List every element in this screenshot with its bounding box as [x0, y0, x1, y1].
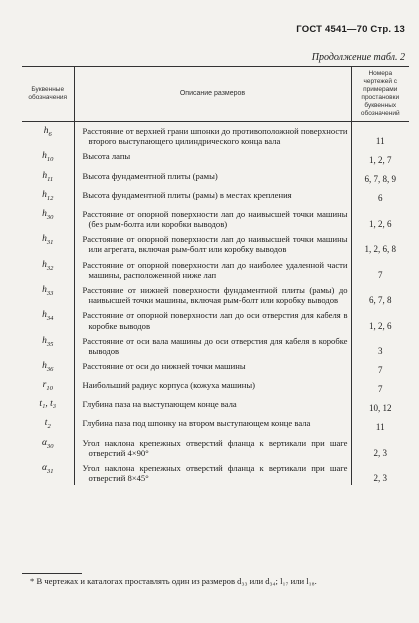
- footnote-rule: [22, 573, 82, 574]
- description-text: Глубина паза под шпонку на втором выступающем конце вала: [82, 418, 311, 429]
- symbol-letter: α: [42, 462, 47, 473]
- symbol-letter: h: [42, 151, 47, 162]
- description-text: Расстояние от опорной поверхности лап до наивысшей точки машины (без рым-болта или коробки выводов): [82, 208, 348, 229]
- description-cell: [74, 206, 351, 231]
- drawing-numbers-cell: 11: [375, 422, 385, 433]
- symbol-letter: r: [42, 380, 47, 391]
- table-row: [22, 396, 409, 415]
- table-row: [22, 377, 409, 396]
- footnote: [22, 576, 402, 587]
- symbol-letter: h: [43, 126, 49, 136]
- symbol-subscript: 35: [46, 340, 54, 348]
- symbol-cell: [22, 122, 74, 149]
- description-text: Расстояние от оси вала машины до оси отверстия для кабеля в коробке выводов: [82, 335, 348, 356]
- drawing-numbers-cell: 11: [375, 136, 385, 147]
- description-text: Угол наклона крепежных отверстий фланца к вертикали при шаге отверстий 8×45°: [82, 462, 348, 484]
- description-text: Высота фундаментной плиты (рамы): [82, 170, 218, 181]
- symbol-cell: [22, 460, 74, 485]
- symbol-subscript: 30: [47, 442, 54, 450]
- table-row: [22, 333, 409, 358]
- drawing-numbers-cell: 2, 3: [373, 473, 387, 484]
- description-cell: [74, 460, 351, 485]
- drawing-numbers-cell: 2, 3: [373, 447, 387, 458]
- symbol-subscript: 30: [46, 213, 54, 221]
- drawing-numbers-cell: 1, 2, 6: [369, 320, 392, 331]
- symbol-cell: [22, 377, 74, 396]
- symbol-letter: h: [42, 170, 48, 181]
- description-cell: [74, 377, 351, 396]
- description-text: Расстояние от опорной поверхности лап до оси отверстия для кабеля в коробке выводов: [82, 310, 348, 331]
- column-header-description: Описание размеров: [74, 67, 351, 122]
- symbol-cell: [22, 307, 74, 332]
- symbol-cell: [22, 282, 74, 307]
- dimensions-table: [22, 66, 409, 485]
- drawing-numbers-cell: 7: [378, 365, 383, 376]
- symbol-subscript: 12: [46, 194, 54, 202]
- table-row: [22, 231, 409, 256]
- symbol-subscript: 31: [46, 238, 54, 246]
- description-cell: [74, 231, 351, 256]
- description-cell: [74, 168, 351, 187]
- symbol-cell: [22, 257, 74, 282]
- symbol-cell: [22, 435, 74, 460]
- drawing-numbers-cell: 1, 2, 6, 8: [364, 244, 396, 255]
- description-text: Расстояние от нижней поверхности фундаментной плиты (рамы) до наивысшей точки машины, включая рым-болт или коробку выводов: [82, 284, 348, 306]
- description-text: Глубина паза на выступающем конце вала: [82, 399, 237, 410]
- table-row: [22, 282, 409, 307]
- drawing-numbers-cell: 7: [378, 269, 383, 280]
- description-text: Расстояние от верхней грани шпонки до противоположной поверхности второго выступающего цилиндрического конца вала: [82, 126, 348, 147]
- symbol-letter: h: [42, 234, 47, 245]
- table-row: [22, 307, 409, 332]
- table-row: [22, 206, 409, 231]
- symbol-cell: [22, 358, 74, 377]
- table-row: [22, 415, 409, 434]
- symbol-cell: [22, 415, 74, 434]
- symbol-subscript: 10: [46, 385, 53, 393]
- symbol-subscript: 2: [47, 423, 51, 431]
- description-cell: [74, 307, 351, 332]
- drawing-numbers-cell: 1, 2, 6: [369, 218, 392, 229]
- table-continuation-label: Продолжение табл. 2: [311, 52, 405, 63]
- symbol-subscript: 32: [46, 264, 54, 272]
- table-row: [22, 148, 409, 167]
- footnote-text: * В чертежах и каталогах проставлять один из размеров d₃₃ или d₃₄; l₁₇ или l₁₈.: [30, 576, 317, 586]
- column-header-symbols: Буквенные обозначения: [22, 67, 74, 122]
- symbol-cell: [22, 333, 74, 358]
- description-text: Угол наклона крепежных отверстий фланца к вертикали при шаге отверстий 4×90°: [82, 437, 348, 458]
- drawing-numbers-cell: 1, 2, 7: [369, 155, 392, 166]
- drawing-numbers-cell: 6, 7, 8, 9: [364, 174, 396, 185]
- table-row: [22, 122, 409, 149]
- symbol-letter: α: [42, 437, 47, 448]
- drawing-numbers-cell: 10, 12: [369, 403, 392, 414]
- symbol-letter: t₁, t₃: [39, 399, 57, 410]
- symbol-cell: [22, 396, 74, 415]
- description-text: Наибольший радиус корпуса (кожуха машины): [82, 380, 256, 391]
- table-row: [22, 168, 409, 187]
- symbol-cell: [22, 187, 74, 206]
- symbol-subscript: 6: [48, 130, 52, 138]
- table-row: [22, 460, 409, 485]
- table-row: [22, 187, 409, 206]
- page-header: ГОСТ 4541—70 Стр. 13: [296, 24, 405, 35]
- symbol-letter: h: [42, 284, 47, 295]
- symbol-subscript: 34: [46, 315, 54, 323]
- symbol-subscript: 31: [47, 467, 54, 475]
- symbol-subscript: 11: [47, 175, 54, 183]
- symbol-cell: [22, 206, 74, 231]
- symbol-letter: h: [42, 310, 47, 321]
- description-cell: [74, 435, 351, 460]
- symbol-subscript: 33: [46, 289, 54, 297]
- symbol-letter: t: [44, 418, 48, 429]
- description-cell: [74, 257, 351, 282]
- description-cell: [74, 187, 351, 206]
- drawing-numbers-cell: 3: [378, 345, 383, 356]
- drawing-numbers-cell: 6, 7, 8: [369, 295, 392, 306]
- column-header-drawings: Номера чертежей с примерами простановки буквенных обозначений: [351, 67, 409, 122]
- description-text: Высота лапы: [82, 151, 131, 162]
- description-cell: [74, 333, 351, 358]
- description-cell: [74, 358, 351, 377]
- description-text: Расстояние от опорной поверхности лап до наиболее удаленной части машины, расположенной ниже лап: [82, 259, 348, 280]
- symbol-cell: [22, 168, 74, 187]
- table-header-row: [22, 67, 409, 122]
- description-text: Расстояние от оси до нижней точки машины: [82, 361, 246, 372]
- symbol-cell: [22, 231, 74, 256]
- table-row: [22, 358, 409, 377]
- symbol-letter: h: [42, 361, 47, 372]
- drawing-numbers-cell: 6: [378, 193, 383, 204]
- description-cell: [74, 396, 351, 415]
- table-row: [22, 435, 409, 460]
- table-row: [22, 257, 409, 282]
- description-cell: [74, 122, 351, 149]
- symbol-letter: h: [42, 208, 47, 219]
- symbol-subscript: 10: [46, 156, 54, 164]
- drawing-numbers-cell: 7: [378, 384, 383, 395]
- table-body: [22, 122, 409, 486]
- symbol-letter: h: [42, 189, 47, 200]
- description-cell: [74, 415, 351, 434]
- symbol-letter: h: [42, 259, 47, 270]
- symbol-letter: h: [42, 335, 47, 346]
- symbol-cell: [22, 148, 74, 167]
- description-text: Расстояние от опорной поверхности лап до наивысшей точки машины или агрегата, включая рым-болт или коробку выводов: [82, 234, 348, 255]
- symbol-subscript: 36: [46, 366, 54, 374]
- description-cell: [74, 282, 351, 307]
- description-cell: [74, 148, 351, 167]
- description-text: Высота фундаментной плиты (рамы) в местах крепления: [82, 189, 292, 200]
